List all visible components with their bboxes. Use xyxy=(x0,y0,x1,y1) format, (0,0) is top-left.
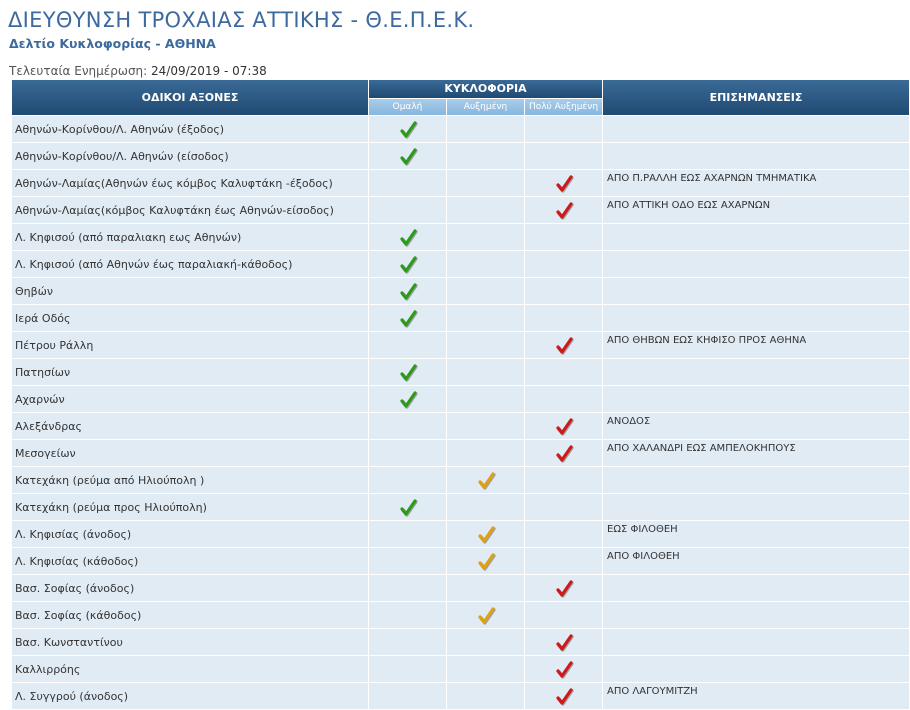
road-name: Αθηνών-Κορίνθου/Λ. Αθηνών (έξοδος) xyxy=(12,116,368,143)
traffic-level-cell xyxy=(369,656,446,683)
check-icon xyxy=(555,418,573,435)
table-row xyxy=(12,197,909,224)
check-icon xyxy=(555,580,573,597)
road-note xyxy=(603,629,909,656)
traffic-level-cell xyxy=(369,170,446,197)
traffic-level-cell xyxy=(369,143,446,170)
traffic-level-cell xyxy=(447,170,524,197)
traffic-level-cell xyxy=(447,521,524,548)
road-note xyxy=(603,359,909,386)
traffic-level-cell xyxy=(447,683,524,710)
check-icon xyxy=(399,499,417,516)
road-name: Βασ. Σοφίας (άνοδος) xyxy=(12,575,368,602)
table-row xyxy=(12,575,909,602)
table-row xyxy=(12,629,909,656)
road-note xyxy=(603,386,909,413)
table-row xyxy=(12,467,909,494)
road-name: Κατεχάκη (ρεύμα από Ηλιούπολη ) xyxy=(12,467,368,494)
road-name: Αλεξάνδρας xyxy=(12,413,368,440)
table-row xyxy=(12,386,909,413)
road-note: ΑΠΟ ΘΗΒΩΝ ΕΩΣ ΚΗΦΙΣΟ ΠΡΟΣ ΑΘΗΝΑ xyxy=(603,332,909,359)
traffic-level-cell xyxy=(525,548,602,575)
table-row xyxy=(12,143,909,170)
road-note: ΕΩΣ ΦΙΛΟΘΕΗ xyxy=(603,521,909,548)
road-name: Πέτρου Ράλλη xyxy=(12,332,368,359)
traffic-level-cell xyxy=(525,494,602,521)
road-name: Αθηνών-Λαμίας(Αθηνών έως κόμβος Καλυφτάκη -έξοδος) xyxy=(12,170,368,197)
table-row xyxy=(12,278,909,305)
table-row xyxy=(12,170,909,197)
traffic-level-cell xyxy=(447,359,524,386)
traffic-level-cell xyxy=(369,197,446,224)
road-note: ΑΝΟΔΟΣ xyxy=(603,413,909,440)
traffic-level-cell xyxy=(525,413,602,440)
check-icon xyxy=(555,337,573,354)
last-update-label: Τελευταία Ενημέρωση: xyxy=(9,64,148,78)
traffic-level-cell xyxy=(447,656,524,683)
road-name: Βασ. Κωνσταντίνου xyxy=(12,629,368,656)
traffic-level-cell xyxy=(447,116,524,143)
table-row xyxy=(12,548,909,575)
road-name: Λ. Κηφισίας (κάθοδος) xyxy=(12,548,368,575)
traffic-level-cell xyxy=(525,683,602,710)
traffic-level-cell xyxy=(525,332,602,359)
check-icon xyxy=(399,364,417,381)
traffic-level-cell xyxy=(369,629,446,656)
road-name: Αθηνών-Λαμίας(κόμβος Καλυφτάκη έως Αθηνών-είσοδος) xyxy=(12,197,368,224)
road-name: Βασ. Σοφίας (κάθοδος) xyxy=(12,602,368,629)
column-header-level-increased: Αυξημένη xyxy=(447,99,524,117)
column-header-traffic: ΚΥΚΛΟΦΟΡΙΑ xyxy=(369,80,602,99)
road-name: Λ. Συγγρού (άνοδος) xyxy=(12,683,368,710)
check-icon xyxy=(555,688,573,705)
traffic-level-cell xyxy=(525,602,602,629)
traffic-level-cell xyxy=(369,224,446,251)
traffic-level-cell xyxy=(525,629,602,656)
traffic-level-cell xyxy=(447,467,524,494)
table-row xyxy=(12,332,909,359)
check-icon xyxy=(477,526,495,543)
traffic-level-cell xyxy=(369,521,446,548)
traffic-level-cell xyxy=(447,548,524,575)
traffic-level-cell xyxy=(369,386,446,413)
traffic-level-cell xyxy=(447,251,524,278)
road-note: ΑΠΟ ΑΤΤΙΚΗ ΟΔΟ ΕΩΣ ΑΧΑΡΝΩΝ xyxy=(603,197,909,224)
road-name: Θηβών xyxy=(12,278,368,305)
column-header-roads: ΟΔΙΚΟΙ ΑΞΟΝΕΣ xyxy=(12,80,368,116)
road-note xyxy=(603,656,909,683)
traffic-level-cell xyxy=(525,251,602,278)
road-name: Καλλιρρόης xyxy=(12,656,368,683)
traffic-level-cell xyxy=(369,575,446,602)
traffic-table xyxy=(11,80,910,710)
table-row xyxy=(12,305,909,332)
check-icon xyxy=(477,472,495,489)
column-header-notes: ΕΠΙΣΗΜΑΝΣΕΙΣ xyxy=(603,80,909,116)
road-note: ΑΠΟ Π.ΡΑΛΛΗ ΕΩΣ ΑΧΑΡΝΩΝ ΤΜΗΜΑΤΙΚΑ xyxy=(603,170,909,197)
check-icon xyxy=(477,553,495,570)
road-name: Λ. Κηφισού (από παραλιακη εως Αθηνών) xyxy=(12,224,368,251)
traffic-level-cell xyxy=(525,116,602,143)
traffic-level-cell xyxy=(525,440,602,467)
traffic-level-cell xyxy=(447,602,524,629)
table-row xyxy=(12,251,909,278)
traffic-level-cell xyxy=(525,386,602,413)
table-row xyxy=(12,683,909,710)
traffic-level-cell xyxy=(369,467,446,494)
road-name: Λ. Κηφισίας (άνοδος) xyxy=(12,521,368,548)
check-icon xyxy=(399,391,417,408)
road-note xyxy=(603,602,909,629)
check-icon xyxy=(399,256,417,273)
road-note xyxy=(603,143,909,170)
traffic-level-cell xyxy=(369,683,446,710)
traffic-level-cell xyxy=(369,332,446,359)
traffic-level-cell xyxy=(447,386,524,413)
road-note xyxy=(603,305,909,332)
check-icon xyxy=(399,121,417,138)
road-name: Ιερά Οδός xyxy=(12,305,368,332)
traffic-level-cell xyxy=(369,251,446,278)
traffic-level-cell xyxy=(447,332,524,359)
traffic-level-cell xyxy=(525,656,602,683)
traffic-level-cell xyxy=(525,575,602,602)
table-row xyxy=(12,494,909,521)
traffic-level-cell xyxy=(525,170,602,197)
road-note xyxy=(603,224,909,251)
check-icon xyxy=(399,229,417,246)
road-name: Λ. Κηφισού (από Αθηνών έως παραλιακή-κάθοδος) xyxy=(12,251,368,278)
traffic-level-cell xyxy=(369,548,446,575)
table-row xyxy=(12,359,909,386)
road-note xyxy=(603,251,909,278)
traffic-level-cell xyxy=(447,278,524,305)
traffic-level-cell xyxy=(525,224,602,251)
page-title: ΔΙΕΥΘΥΝΣΗ ΤΡΟΧΑΙΑΣ ΑΤΤΙΚΗΣ - Θ.Ε.Π.Ε.Κ. xyxy=(8,8,475,32)
road-name: Πατησίων xyxy=(12,359,368,386)
table-row xyxy=(12,413,909,440)
traffic-level-cell xyxy=(369,359,446,386)
table-row xyxy=(12,602,909,629)
road-name: Αθηνών-Κορίνθου/Λ. Αθηνών (είσοδος) xyxy=(12,143,368,170)
traffic-level-cell xyxy=(525,278,602,305)
road-note xyxy=(603,467,909,494)
check-icon xyxy=(555,634,573,651)
table-row xyxy=(12,521,909,548)
traffic-level-cell xyxy=(447,224,524,251)
table-row xyxy=(12,224,909,251)
check-icon xyxy=(555,445,573,462)
table-row xyxy=(12,116,909,143)
page-subtitle: Δελτίο Κυκλοφορίας - ΑΘΗΝΑ xyxy=(9,36,216,51)
road-note: ΑΠΟ ΛΑΓΟΥΜΙΤΖΗ xyxy=(603,683,909,710)
column-header-level-normal: Ομαλή xyxy=(369,99,446,117)
traffic-level-cell xyxy=(369,278,446,305)
road-name: Μεσογείων xyxy=(12,440,368,467)
traffic-level-cell xyxy=(369,413,446,440)
road-name: Αχαρνών xyxy=(12,386,368,413)
road-note xyxy=(603,278,909,305)
traffic-level-cell xyxy=(447,575,524,602)
traffic-level-cell xyxy=(447,197,524,224)
traffic-rows xyxy=(12,116,909,710)
table-row xyxy=(12,440,909,467)
traffic-level-cell xyxy=(447,629,524,656)
check-icon xyxy=(555,175,573,192)
check-icon xyxy=(555,661,573,678)
traffic-level-cell xyxy=(447,143,524,170)
traffic-level-cell xyxy=(525,143,602,170)
traffic-level-cell xyxy=(525,197,602,224)
traffic-level-cell xyxy=(369,305,446,332)
traffic-level-cell xyxy=(447,305,524,332)
last-update-value: 24/09/2019 - 07:38 xyxy=(151,64,267,78)
last-update xyxy=(9,64,267,78)
traffic-level-cell xyxy=(369,494,446,521)
traffic-level-cell xyxy=(447,440,524,467)
traffic-level-cell xyxy=(525,467,602,494)
column-header-level-very-increased: Πολύ Αυξημένη xyxy=(525,99,602,117)
check-icon xyxy=(399,283,417,300)
traffic-level-cell xyxy=(369,440,446,467)
road-note: ΑΠΟ ΦΙΛΟΘΕΗ xyxy=(603,548,909,575)
traffic-level-cell xyxy=(525,359,602,386)
traffic-level-cell xyxy=(525,521,602,548)
check-icon xyxy=(399,310,417,327)
table-row xyxy=(12,656,909,683)
traffic-level-cell xyxy=(369,116,446,143)
road-note xyxy=(603,575,909,602)
traffic-level-cell xyxy=(447,413,524,440)
road-note xyxy=(603,494,909,521)
traffic-level-cell xyxy=(525,305,602,332)
check-icon xyxy=(555,202,573,219)
traffic-level-cell xyxy=(447,494,524,521)
traffic-level-cell xyxy=(369,602,446,629)
check-icon xyxy=(477,607,495,624)
road-note xyxy=(603,116,909,143)
check-icon xyxy=(399,148,417,165)
road-name: Κατεχάκη (ρεύμα προς Ηλιούπολη) xyxy=(12,494,368,521)
road-note: ΑΠΟ ΧΑΛΑΝΔΡΙ ΕΩΣ ΑΜΠΕΛΟΚΗΠΟΥΣ xyxy=(603,440,909,467)
